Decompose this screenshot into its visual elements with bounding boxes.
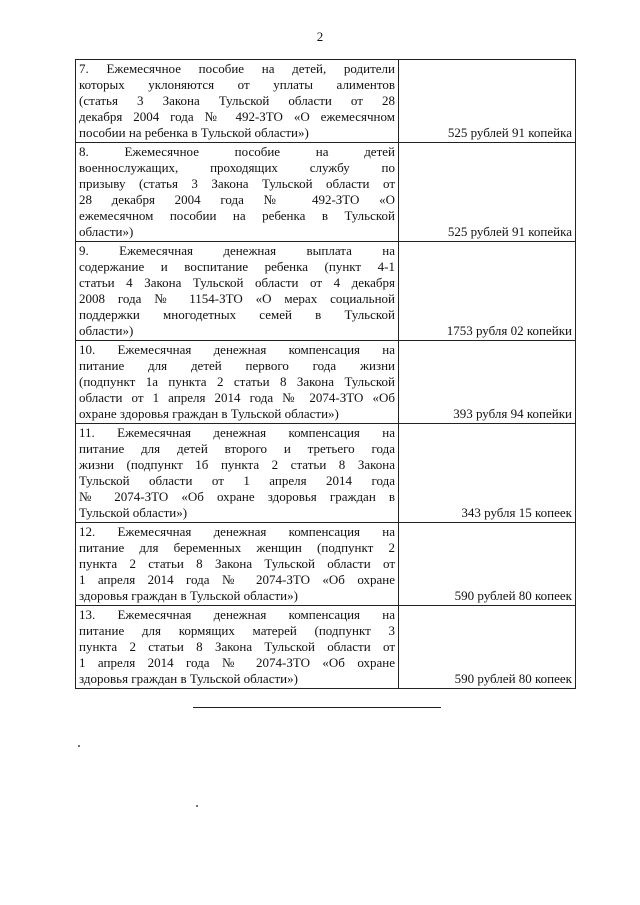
benefit-amount: 525 рублей 91 копейка [399,143,576,242]
description-line: питание для детей первого года жизни [79,358,395,373]
description-line: питание для беременных женщин (подпункт 2 [79,540,395,555]
table-row [76,242,576,341]
description-line: военнослужащих, проходящих службу по [79,160,395,175]
description-line: питание для детей второго и третьего года [79,441,395,456]
description-line: 9. Ежемесячная денежная выплата на [79,243,395,258]
description-line: которых уклоняются от уплаты алиментов [79,77,395,92]
benefit-description [76,606,399,689]
benefits-table [75,59,576,689]
description-line: статьи 4 Закона Тульской области от 4 декабря [79,275,395,290]
benefit-description [76,424,399,523]
benefit-amount: 590 рублей 80 копеек [399,606,576,689]
description-line: 12. Ежемесячная денежная компенсация на [79,524,395,539]
description-line: (статья 3 Закона Тульской области от 28 [79,93,395,108]
page-number: 2 [316,29,324,44]
description-line: № 2074-ЗТО «Об охране здоровья граждан в [79,489,395,504]
description-line: области») [79,224,134,239]
description-line: пособии на ребенка в Тульской области») [79,125,309,140]
benefit-amount: 343 рубля 15 копеек [399,424,576,523]
table-row [76,424,576,523]
table-row [76,606,576,689]
benefit-amount: 393 рубля 94 копейки [399,341,576,424]
description-line: 28 декабря 2004 года № 492-ЗТО «О [79,192,395,207]
benefit-amount: 590 рублей 80 копеек [399,523,576,606]
scan-speck [196,805,198,807]
description-line: ежемесячном пособии на ребенка в Тульской [79,208,395,223]
description-line: пункта 2 статьи 8 Закона Тульской области от [79,556,395,571]
benefit-description [76,341,399,424]
description-line: 1 апреля 2014 года № 2074-ЗТО «Об охране [79,655,395,670]
description-line: охране здоровья граждан в Тульской области») [79,406,339,421]
description-line: 10. Ежемесячная денежная компенсация на [79,342,395,357]
description-line: здоровья граждан в Тульской области») [79,671,298,686]
table-row [76,523,576,606]
description-line: питание для кормящих матерей (подпункт 3 [79,623,395,638]
description-line: пункта 2 статьи 8 Закона Тульской области от [79,639,395,654]
description-line: 8. Ежемесячное пособие на детей [79,144,395,159]
description-line: 11. Ежемесячная денежная компенсация на [79,425,395,440]
description-line: 1 апреля 2014 года № 2074-ЗТО «Об охране [79,572,395,587]
description-line: (подпункт 1а пункта 2 статьи 8 Закона Тульской [79,374,395,389]
description-line: Тульской области») [79,505,188,520]
description-line: 7. Ежемесячное пособие на детей, родители [79,61,395,76]
benefit-amount: 1753 рубля 02 копейки [399,242,576,341]
description-line: 2008 года № 1154-ЗТО «О мерах социальной [79,291,395,306]
table-row [76,60,576,143]
benefit-description [76,523,399,606]
description-line: Тульской области от 1 апреля 2014 года [79,473,395,488]
table-row [76,341,576,424]
benefit-amount: 525 рублей 91 копейка [399,60,576,143]
description-line: области») [79,323,134,338]
description-line: области от 1 апреля 2014 года № 2074-ЗТО «Об [79,390,395,405]
benefit-description [76,60,399,143]
end-divider-line [193,707,441,708]
benefit-description [76,242,399,341]
description-line: здоровья граждан в Тульской области») [79,588,298,603]
description-line: поддержки многодетных семей в Тульской [79,307,395,322]
description-line: декабря 2004 года № 492-ЗТО «О ежемесячном [79,109,395,124]
table-row [76,143,576,242]
scan-speck [78,745,80,747]
description-line: призыву (статья 3 Закона Тульской области от [79,176,395,191]
description-line: жизни (подпункт 1б пункта 2 статьи 8 Закона [79,457,395,472]
benefit-description [76,143,399,242]
description-line: 13. Ежемесячная денежная компенсация на [79,607,395,622]
description-line: содержание и воспитание ребенка (пункт 4-1 [79,259,395,274]
